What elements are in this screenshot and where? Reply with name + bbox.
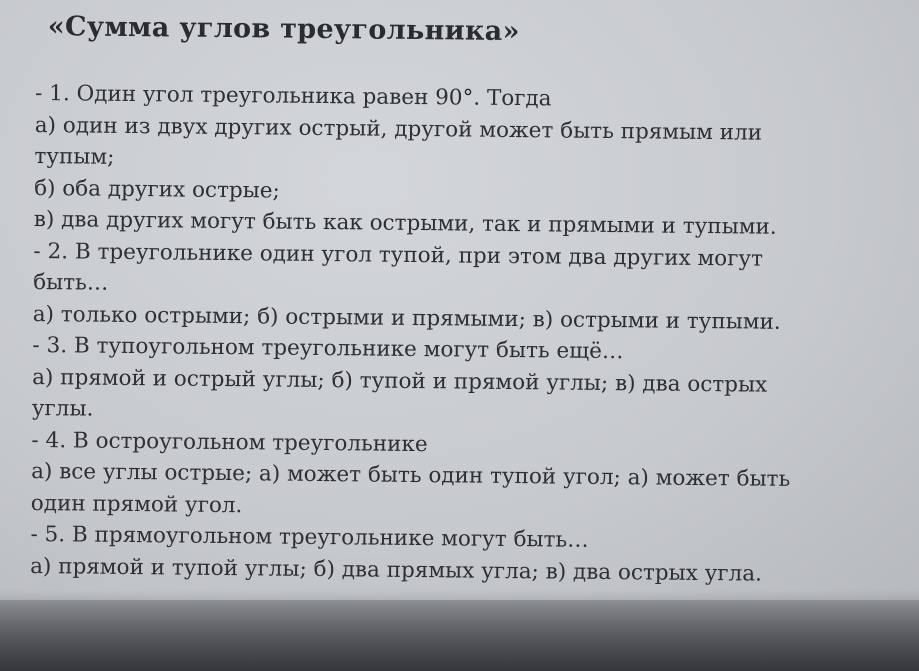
question-3-options-cont: углы.: [31, 395, 94, 422]
question-2-options: а) только острыми; б) острыми и прямыми; в) острыми и тупыми.: [32, 301, 781, 335]
document-title: «Сумма углов треугольника»: [47, 11, 520, 48]
question-2-line-cont: быть…: [33, 269, 109, 296]
question-5-options: а) прямой и тупой углы; б) два прямых угла; в) два острых угла.: [30, 553, 763, 587]
question-4-options: а) все углы острые; а) может быть один тупой угол; а) может быть: [31, 458, 791, 492]
question-5-line: - 5. В прямоугольном треугольнике могут быть…: [30, 521, 589, 553]
bottom-shadow: [0, 590, 919, 671]
question-1-line: - 1. Один угол треугольника равен 90°. Тогда: [34, 80, 552, 112]
question-3-line: - 3. В тупоугольном треугольнике могут быть ещё…: [32, 332, 624, 365]
question-4-line: - 4. В остроугольном треугольнике: [31, 427, 428, 457]
question-1-option-a-cont: тупым;: [34, 143, 115, 170]
question-3-options: а) прямой и острый углы; б) тупой и прямой углы; в) два острых: [32, 364, 768, 398]
question-1-option-a: а) один из двух других острый, другой может быть прямым или: [34, 112, 763, 146]
document-content: [30, 10, 896, 591]
question-1-option-b: б) оба других острые;: [34, 175, 280, 204]
question-1-option-c: в) два других могут быть как острыми, так и прямыми и тупыми.: [33, 206, 777, 240]
question-2-line: - 2. В треугольнике один угол тупой, при этом два других могут: [33, 238, 764, 272]
question-4-options-cont: один прямой угол.: [30, 490, 243, 518]
